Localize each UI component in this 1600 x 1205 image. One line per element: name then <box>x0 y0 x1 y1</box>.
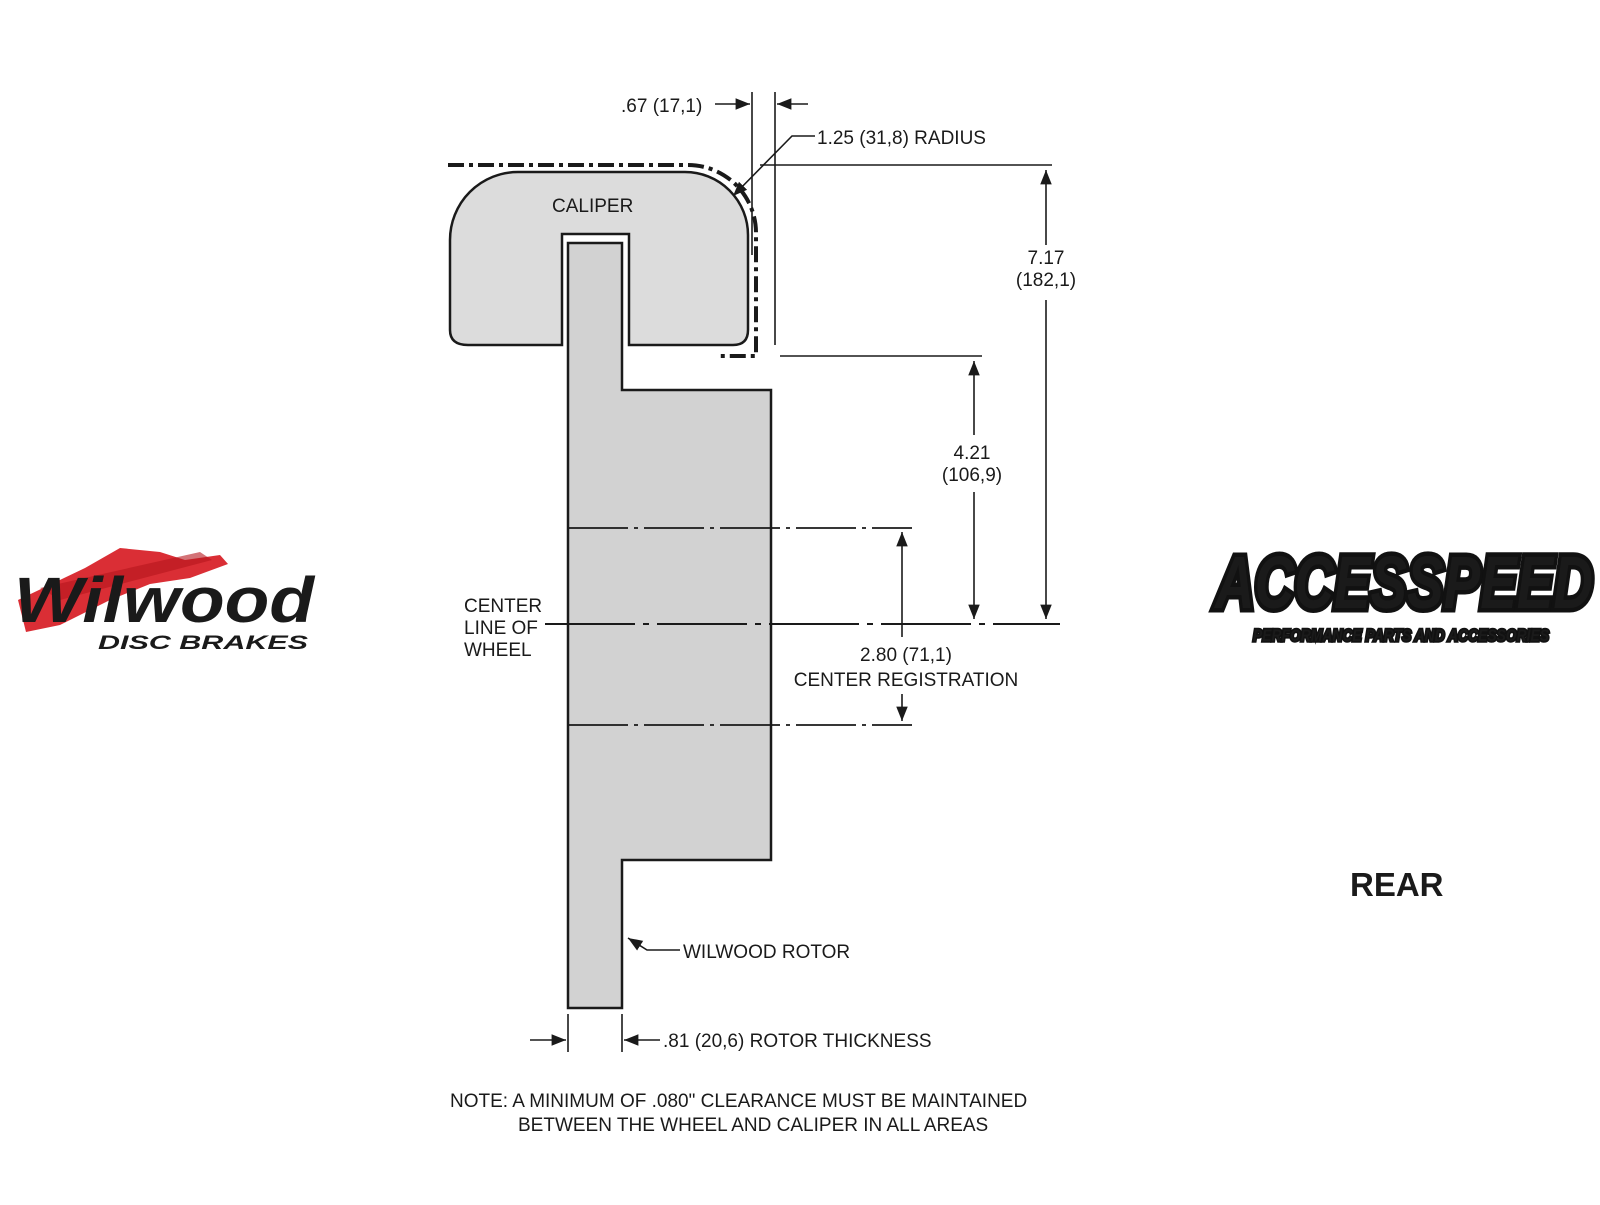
dimension-center-registration-value: 2.80 (71,1) <box>860 645 952 666</box>
accesspeed-logo-text: ACCESSPEED <box>1213 541 1593 624</box>
dimension-center-registration-label: CENTER REGISTRATION <box>793 670 1019 691</box>
centerline-label-3: WHEEL <box>464 640 532 661</box>
clearance-note-line-1: NOTE: A MINIMUM OF .080" CLEARANCE MUST BE MAINTAINED <box>450 1091 1028 1112</box>
clearance-note-line-2: BETWEEN THE WHEEL AND CALIPER IN ALL AREAS <box>518 1115 989 1136</box>
dimension-offset-label: .67 (17,1) <box>621 96 703 117</box>
accesspeed-logo <box>1214 541 1593 645</box>
dimension-overall-height-metric: (182,1) <box>1015 270 1077 291</box>
rotor-label: WILWOOD ROTOR <box>683 942 851 963</box>
dimension-caliper-clearance <box>780 356 1002 619</box>
dimension-caliper-clearance-value: 4.21 <box>953 443 991 464</box>
centerline-label-2: LINE OF <box>464 618 538 639</box>
caliper-label: CALIPER <box>552 196 634 217</box>
position-label: REAR <box>1350 866 1444 903</box>
dimension-overall-height-value: 7.17 <box>1027 248 1065 269</box>
rotor-callout <box>628 938 850 963</box>
wilwood-logo <box>14 548 316 654</box>
accesspeed-logo-subtitle: PERFORMANCE PARTS AND ACCESSORIES <box>1253 626 1550 645</box>
wilwood-logo-text: Wilwood <box>14 564 317 636</box>
dimension-radius-label: 1.25 (31,8) RADIUS <box>817 128 986 149</box>
dimension-caliper-clearance-metric: (106,9) <box>941 465 1003 486</box>
dimension-radius <box>733 128 986 196</box>
dimension-rotor-thickness <box>530 1014 932 1052</box>
centerline-label-1: CENTER <box>464 596 543 617</box>
wilwood-logo-subtitle: DISC BRAKES <box>98 633 309 654</box>
dimension-center-registration <box>794 532 1019 721</box>
dimension-overall-height <box>760 165 1076 619</box>
dimension-rotor-thickness-label: .81 (20,6) ROTOR THICKNESS <box>663 1031 932 1052</box>
